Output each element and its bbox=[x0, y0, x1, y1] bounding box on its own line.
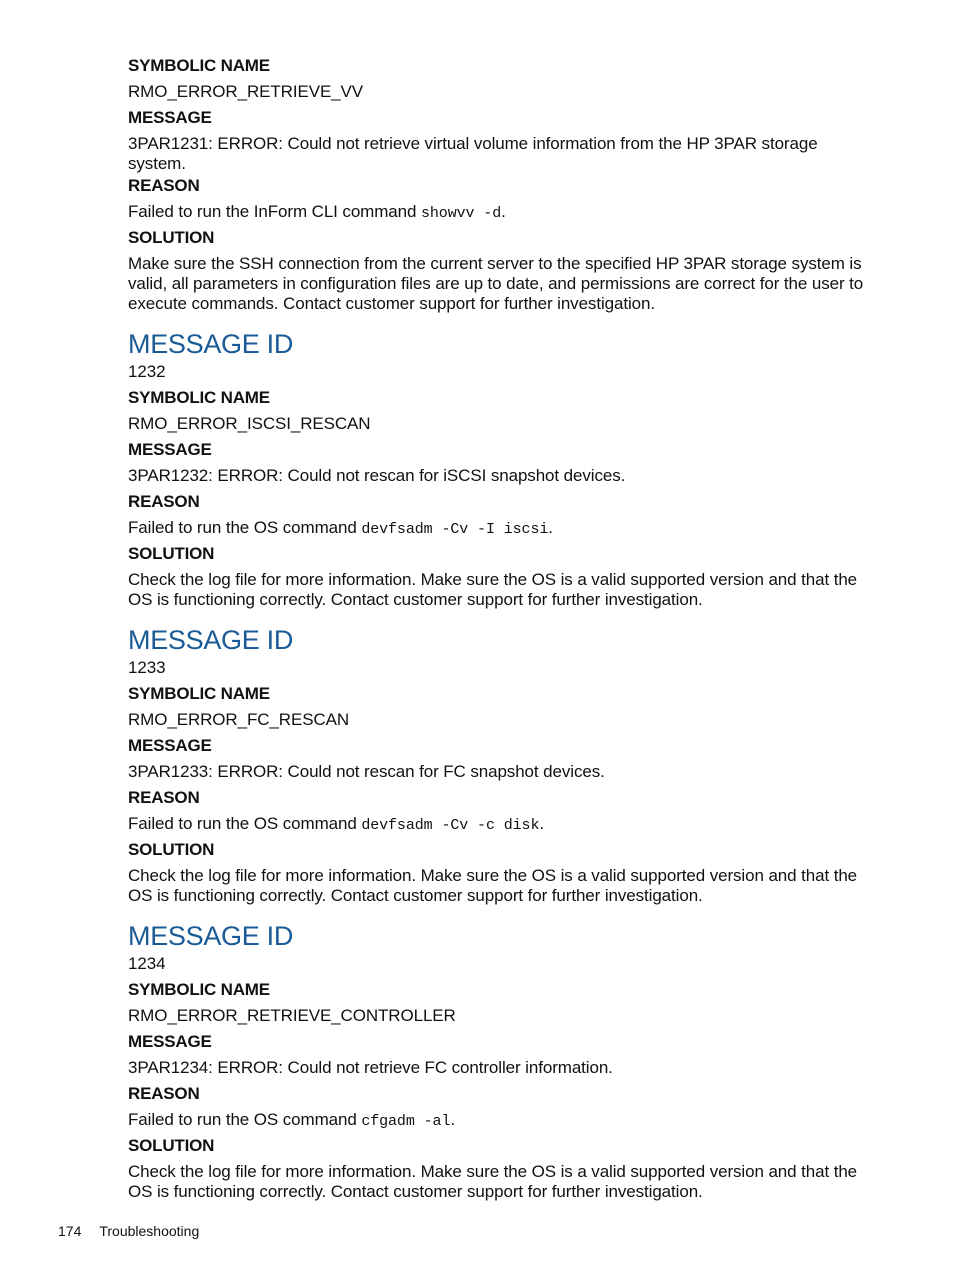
symbolic-name-label: SYMBOLIC NAME bbox=[128, 388, 270, 407]
message-id-value: 1232 bbox=[128, 362, 166, 381]
page-number: 174 bbox=[58, 1223, 82, 1239]
symbolic-name-value: RMO_ERROR_RETRIEVE_CONTROLLER bbox=[128, 1006, 456, 1025]
page-footer bbox=[58, 1222, 199, 1240]
section-heading: MESSAGE ID bbox=[128, 329, 294, 359]
message-value: 3PAR1232: ERROR: Could not rescan for iSCSI snapshot devices. bbox=[128, 466, 626, 485]
message-label: MESSAGE bbox=[128, 108, 212, 127]
symbolic-name-value: RMO_ERROR_RETRIEVE_VV bbox=[128, 82, 364, 101]
section-heading: MESSAGE ID bbox=[128, 921, 294, 951]
reason-suffix: . bbox=[450, 1110, 455, 1129]
message-label: MESSAGE bbox=[128, 440, 212, 459]
reason-suffix: . bbox=[501, 202, 506, 221]
message-entry-1232 bbox=[128, 328, 873, 610]
reason-command: devfsadm -Cv -I iscsi bbox=[361, 521, 549, 538]
reason-suffix: . bbox=[539, 814, 544, 833]
symbolic-name-label: SYMBOLIC NAME bbox=[128, 56, 270, 75]
message-entry-1233 bbox=[128, 624, 873, 906]
reason-text: Failed to run the OS command bbox=[128, 814, 362, 833]
reason-suffix: . bbox=[548, 518, 553, 537]
reason-label: REASON bbox=[128, 1084, 200, 1103]
solution-value: Check the log file for more information. Make sure the OS is a valid supported version and that the OS is functioning correctly. Contact customer support for further investigation. bbox=[128, 1162, 858, 1201]
message-id-value: 1233 bbox=[128, 658, 166, 677]
reason-label: REASON bbox=[128, 492, 200, 511]
symbolic-name-value: RMO_ERROR_FC_RESCAN bbox=[128, 710, 350, 729]
reason-label: REASON bbox=[128, 176, 200, 195]
reason-value bbox=[128, 202, 873, 226]
solution-label: SOLUTION bbox=[128, 1136, 215, 1155]
solution-label: SOLUTION bbox=[128, 544, 215, 563]
reason-command: showvv -d bbox=[420, 205, 502, 222]
solution-value: Check the log file for more information. Make sure the OS is a valid supported version and that the OS is functioning correctly. Contact customer support for further investigation. bbox=[128, 570, 858, 609]
reason-command: devfsadm -Cv -c disk bbox=[361, 817, 540, 834]
message-id-value: 1234 bbox=[128, 954, 166, 973]
message-value: 3PAR1233: ERROR: Could not rescan for FC snapshot devices. bbox=[128, 762, 605, 781]
reason-value bbox=[128, 518, 873, 542]
reason-value bbox=[128, 1110, 873, 1134]
reason-text: Failed to run the InForm CLI command bbox=[128, 202, 421, 221]
reason-command: cfgadm -al bbox=[361, 1113, 451, 1130]
symbolic-name-label: SYMBOLIC NAME bbox=[128, 684, 270, 703]
solution-label: SOLUTION bbox=[128, 228, 215, 247]
reason-text: Failed to run the OS command bbox=[128, 1110, 362, 1129]
message-entry-1231 bbox=[128, 56, 873, 314]
reason-label: REASON bbox=[128, 788, 200, 807]
reason-text: Failed to run the OS command bbox=[128, 518, 362, 537]
document-body bbox=[128, 54, 873, 1202]
solution-value: Make sure the SSH connection from the current server to the specified HP 3PAR storage system is valid, all parameters in configuration files are up to date, and permissions are correct for the user to execute commands. Contact customer support for further investigation. bbox=[128, 254, 864, 313]
solution-label: SOLUTION bbox=[128, 840, 215, 859]
symbolic-name-value: RMO_ERROR_ISCSI_RESCAN bbox=[128, 414, 371, 433]
message-label: MESSAGE bbox=[128, 1032, 212, 1051]
symbolic-name-label: SYMBOLIC NAME bbox=[128, 980, 270, 999]
message-entry-1234 bbox=[128, 920, 873, 1202]
section-heading: MESSAGE ID bbox=[128, 625, 294, 655]
footer-section-title: Troubleshooting bbox=[99, 1223, 200, 1239]
message-value: 3PAR1234: ERROR: Could not retrieve FC controller information. bbox=[128, 1058, 613, 1077]
solution-value: Check the log file for more information. Make sure the OS is a valid supported version and that the OS is functioning correctly. Contact customer support for further investigation. bbox=[128, 866, 858, 905]
message-label: MESSAGE bbox=[128, 736, 212, 755]
message-value: 3PAR1231: ERROR: Could not retrieve virtual volume information from the HP 3PAR storage system. bbox=[128, 134, 818, 173]
reason-value bbox=[128, 814, 873, 838]
